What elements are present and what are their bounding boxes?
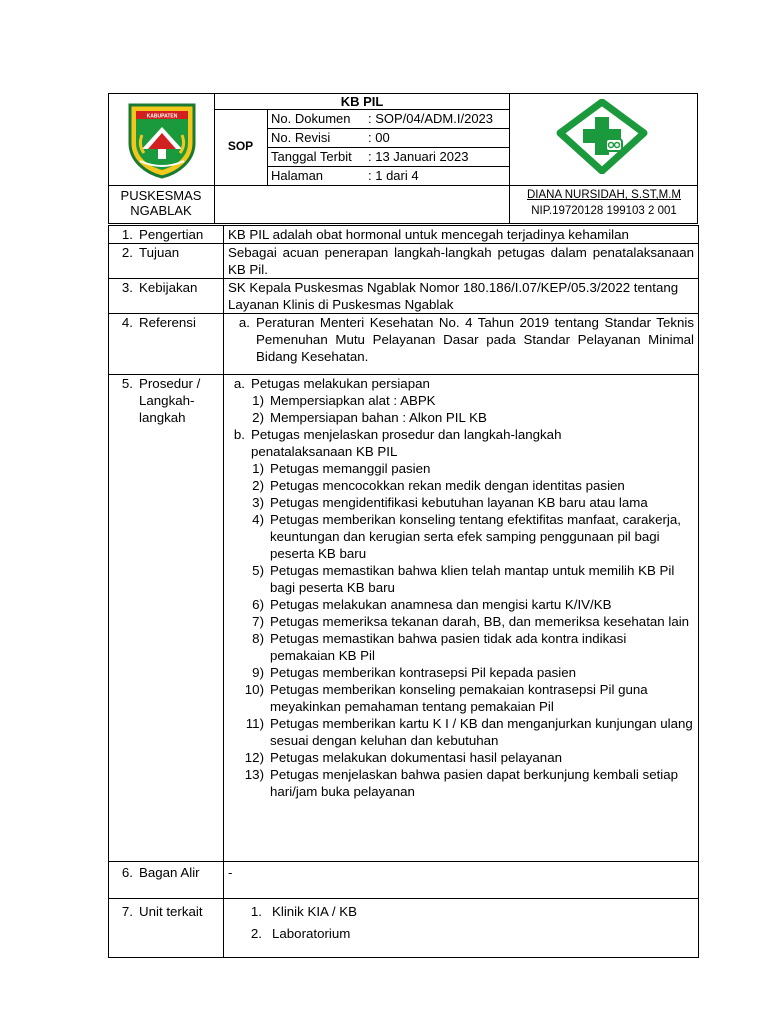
meta-label-no-dokumen: No. Dokumen: [271, 111, 351, 126]
list-item: 9) Petugas memberikan kontrasepsi Pil kepada pasien: [252, 665, 577, 680]
sop-label: SOP: [227, 139, 254, 153]
row-prosedur: 5. Prosedur / Langkah- langkah a. Petugas melakukan persiapan 1) Mempersiapkan alat : ABPK 2) Mempersiapan bahan : Alkon PIL KB b. Petugas menjelaskan prosedur dan langkah-langkah penatalaksanaan KB PIL 1) Petugas memanggil pasien 2) Petugas mencocokkan rekan medik dengan identitas pasien 3) Petugas mengidentifikasi kebutuhan layanan KB baru atau lama 4) Petugas memberikan konseling tentang efektifitas manfaat, carakerja, keuntungan dan kerugian serta efek samping penggunaan pil bagi peserta KB baru 5) Petugas memastikan bahwa klien telah mantap untuk memilih KB Pil bagi peserta KB baru 6) Petugas melakukan anamnesa dan mengisi kartu K/IV/KB 7) Petugas memeriksa tekanan darah, BB, dan memeriksa kesehatan lain 8) Petugas memastikan bahwa pasien tidak ada kontra indikasi pemakaian KB Pil 9) Petugas memberikan kontrasepsi Pil kepada pasien 10) Petugas memberikan konseling pemakaian kontrasepsi Pil guna meyakinkan pemahaman tentang pemakaian Pil 11) Petugas memberikan kartu K I / KB dan menganjurkan kunjungan ulang sesuai dengan keluhan dan kebutuhan 12) Petugas melakukan dokumentasi hasil pelayanan 13) Petugas menjelaskan bahwa pasien dapat berkunjung kembali setiap hari/jam buka pelayanan: [109, 375, 699, 862]
list-item: 1. Klinik KIA / KB: [250, 904, 357, 919]
sop-header: [108, 93, 698, 223]
label-prosedur: Prosedur / Langkah- langkah: [139, 376, 201, 425]
meta-value-no-dokumen: : SOP/04/ADM.I/2023: [368, 111, 494, 126]
meta-value-no-revisi: : 00: [368, 130, 390, 145]
signer-name: DIANA NURSIDAH, S.ST,M.M: [527, 189, 681, 201]
list-item: 2) Mempersiapan bahan : Alkon PIL KB: [252, 410, 487, 425]
label-unit-terkait: Unit terkait: [139, 904, 203, 919]
row-unit-terkait: 7. Unit terkait 1. Klinik KIA / KB 2. Laboratorium: [109, 899, 699, 958]
list-item: 13) Petugas menjelaskan bahwa pasien dapat berkunjung kembali setiap hari/jam buka pelayanan: [244, 767, 679, 799]
signer-nip: NIP.19720128 199103 2 001: [531, 205, 677, 217]
list-item: 8) Petugas memastikan bahwa pasien tidak ada kontra indikasi pemakaian KB Pil: [252, 631, 627, 663]
text-kebijakan: SK Kepala Puskesmas Ngablak Nomor 180.186/I.07/KEP/05.3/2022 tentang Layanan Klinis di Puskesmas Ngablak: [224, 279, 699, 314]
document-title: KB PIL: [340, 94, 384, 109]
list-item: 2) Petugas mencocokkan rekan medik dengan identitas pasien: [252, 478, 625, 493]
list-item: 10) Petugas memberikan konseling pemakaian kontrasepsi Pil guna meyakinkan pemahaman tentang pemakaian Pil: [244, 682, 648, 714]
list-item: 2. Laboratorium: [250, 926, 351, 941]
prosedur-step-b: b. Petugas menjelaskan prosedur dan langkah-langkah penatalaksanaan KB PIL: [233, 427, 562, 459]
signer-block: [510, 188, 698, 219]
list-item: 12) Petugas melakukan dokumentasi hasil pelayanan: [244, 750, 562, 765]
meta-value-halaman: : 1 dari 4: [368, 168, 419, 183]
meta-label-halaman: Halaman: [271, 168, 324, 183]
list-item: 3) Petugas mengidentifikasi kebutuhan layanan KB baru atau lama: [252, 495, 648, 510]
row-bagan-alir: 6. Bagan Alir -: [109, 862, 699, 899]
label-kebijakan: Kebijakan: [139, 280, 198, 295]
label-bagan-alir: Bagan Alir: [139, 865, 200, 880]
prosedur-step-a: a. Petugas melakukan persiapan: [233, 376, 430, 391]
text-pengertian: KB PIL adalah obat hormonal untuk mencegah terjadinya kehamilan: [224, 226, 699, 244]
label-referensi: Referensi: [139, 315, 196, 330]
meta-value-tanggal-terbit: : 13 Januari 2023: [368, 149, 469, 164]
list-item: 6) Petugas melakukan anamnesa dan mengisi kartu K/IV/KB: [252, 597, 612, 612]
text-tujuan: Sebagai acuan penerapan langkah-langkah petugas dalam penatalaksanaan KB Pil.: [224, 244, 699, 279]
kabupaten-magelang-logo: [122, 99, 202, 179]
list-item: 1) Mempersiapkan alat : ABPK: [252, 393, 436, 408]
row-pengertian: 1. Pengertian KB PIL adalah obat hormonal untuk mencegah terjadinya kehamilan: [109, 226, 699, 244]
meta-label-no-revisi: No. Revisi: [271, 130, 331, 145]
text-bagan-alir: -: [224, 862, 699, 899]
meta-label-tanggal-terbit: Tanggal Terbit: [271, 149, 352, 164]
list-item: 1) Petugas memanggil pasien: [252, 461, 431, 476]
puskesmas-logo: [556, 99, 648, 174]
svg-text:KABUPATEN: KABUPATEN: [146, 113, 178, 120]
row-kebijakan: 3. Kebijakan SK Kepala Puskesmas Ngablak Nomor 180.186/I.07/KEP/05.3/2022 tentang Layanan Klinis di Puskesmas Ngablak: [109, 279, 699, 314]
row-tujuan: 2. Tujuan Sebagai acuan penerapan langkah-langkah petugas dalam penatalaksanaan KB Pil.: [109, 244, 699, 279]
sop-content-table: [108, 225, 699, 958]
list-item: 4) Petugas memberikan konseling tentang efektifitas manfaat, carakerja, keuntungan dan kerugian serta efek samping penggunaan pil bagi peserta KB baru: [252, 512, 681, 561]
label-tujuan: Tujuan: [139, 245, 180, 260]
row-referensi: 4. Referensi a. Peraturan Menteri Kesehatan No. 4 Tahun 2019 tentang Standar Teknis Pemenuhan Mutu Pelayanan Dasar pada Standar Pelayanan Minimal Bidang Kesehatan.: [109, 314, 699, 375]
list-item: 5) Petugas memastikan bahwa klien telah mantap untuk memilih KB Pil bagi peserta KB baru: [252, 563, 675, 595]
list-item: 7) Petugas memeriksa tekanan darah, BB, dan memeriksa kesehatan lain: [252, 614, 690, 629]
referensi-item: a. Peraturan Menteri Kesehatan No. 4 Tahun 2019 tentang Standar Teknis Pemenuhan Mutu Pelayanan Dasar pada Standar Pelayanan Minimal Bidang Kesehatan.: [238, 315, 694, 364]
org-name: PUSKESMAS NGABLAK: [120, 188, 202, 218]
label-pengertian: Pengertian: [139, 227, 204, 242]
list-item: 11) Petugas memberikan kartu K I / KB dan menganjurkan kunjungan ulang sesuai dengan keluhan dan kebutuhan: [245, 716, 693, 748]
